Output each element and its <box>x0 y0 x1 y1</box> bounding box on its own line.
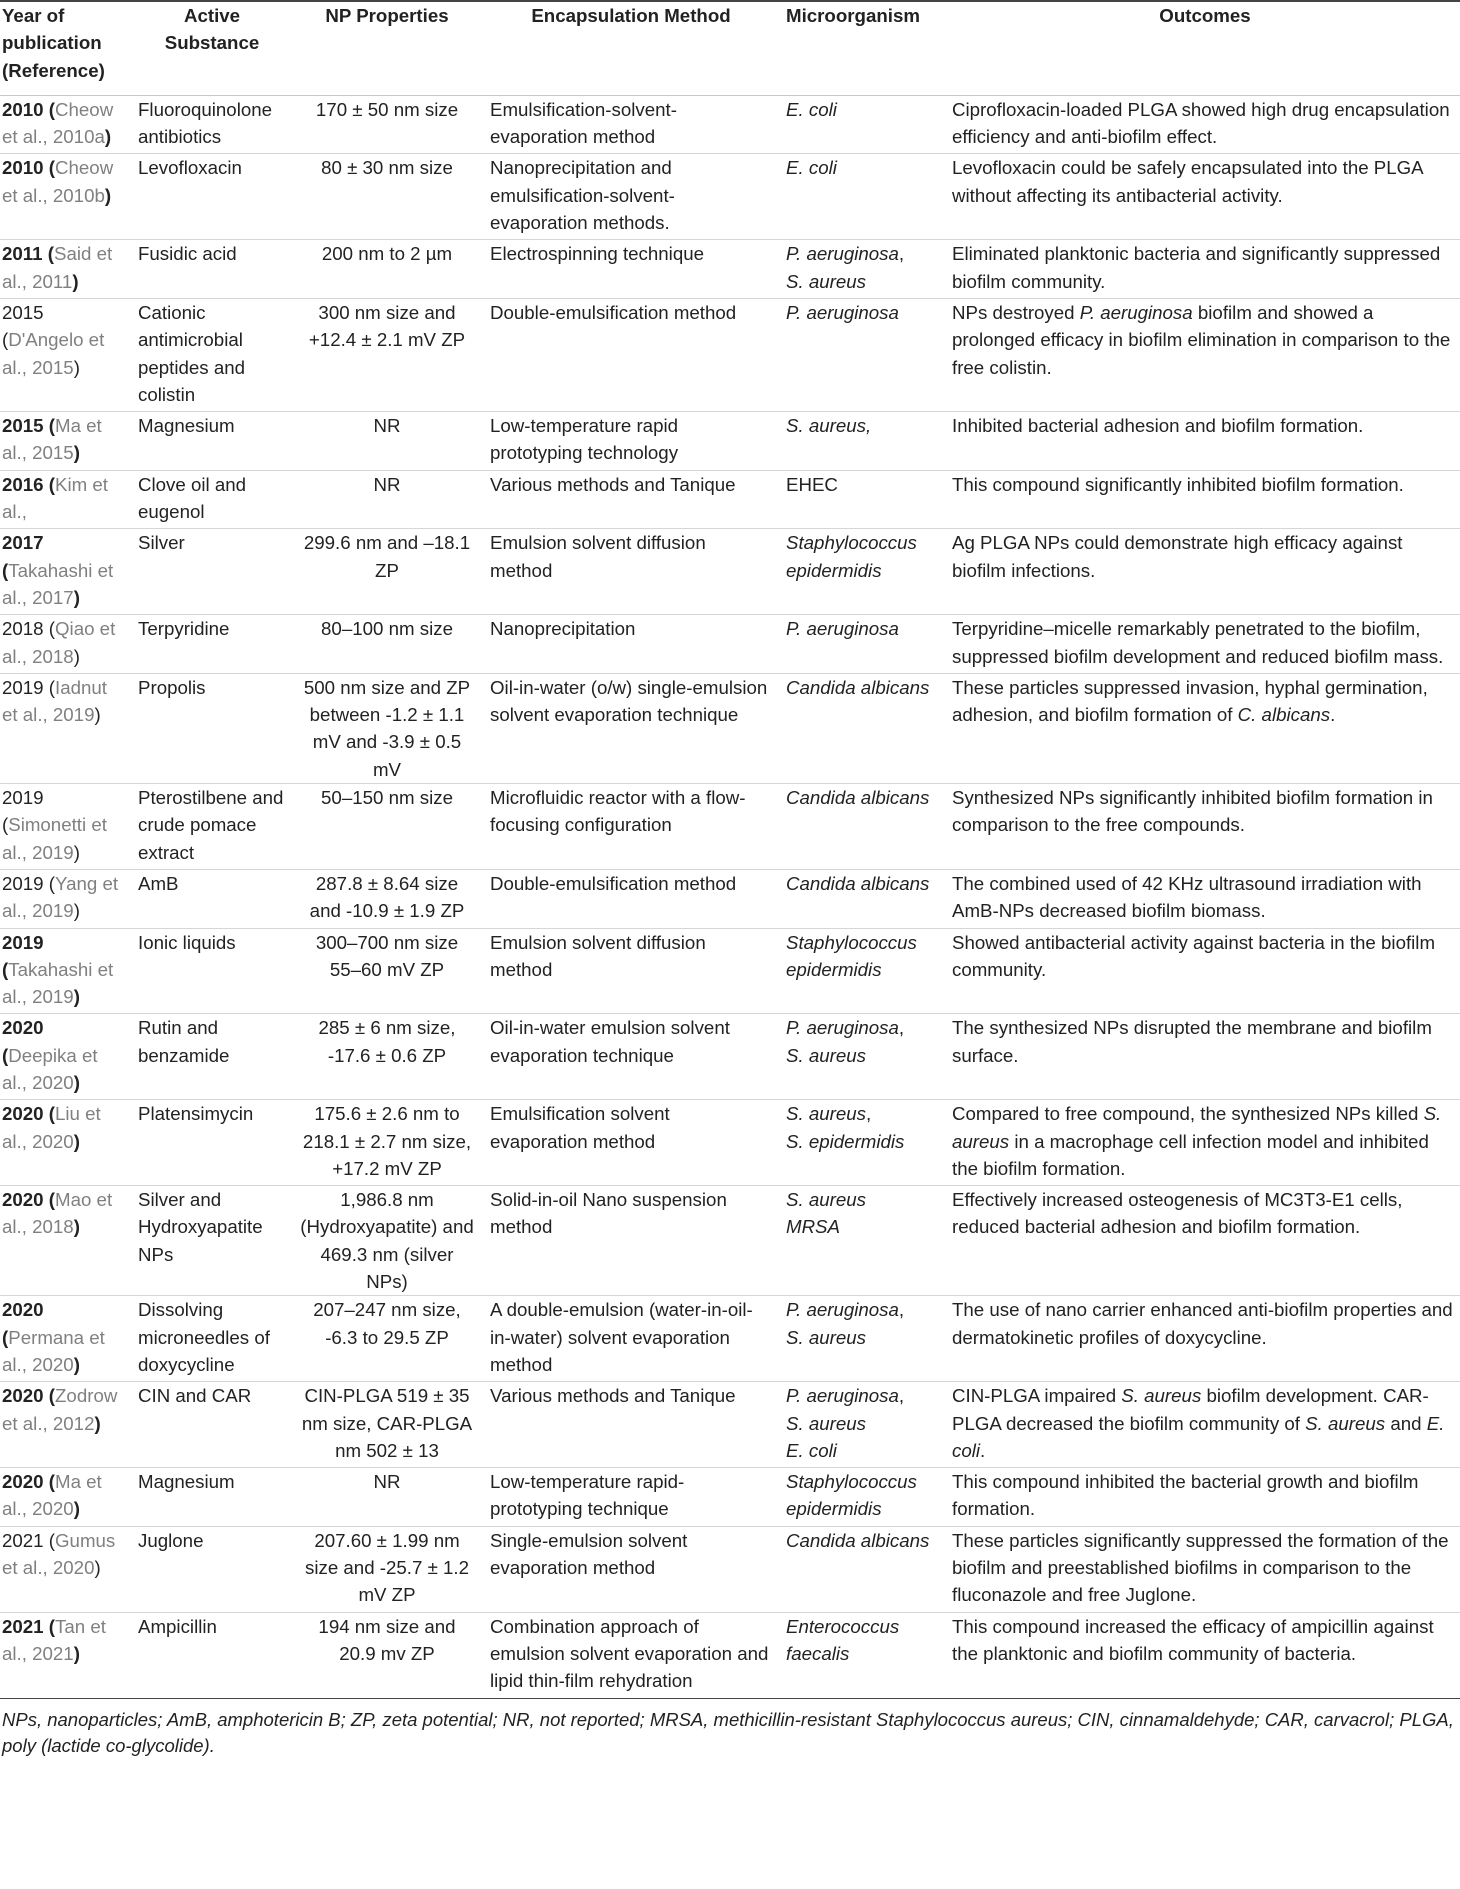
encapsulation-method-cell: Emulsification-solvent-evaporation method <box>490 98 677 148</box>
table-row <box>0 95 1460 154</box>
text-fragment: and <box>1385 1412 1427 1434</box>
encapsulation-method-cell: Oil-in-water emulsion solvent evaporation technique <box>490 1017 730 1066</box>
text-fragment: Eliminated planktonic bacteria and significantly suppressed biofilm community. <box>952 243 1441 292</box>
outcomes-cell <box>946 1296 1460 1382</box>
text-fragment: S. aureus <box>786 270 866 292</box>
text-fragment: . <box>1330 704 1336 726</box>
paren-open: ( <box>2 1326 9 1348</box>
microorganism-cell <box>782 1468 946 1527</box>
paren-open: ( <box>2 958 9 980</box>
paren-open: ( <box>48 98 56 120</box>
publication-year: 2020 <box>2 1103 44 1125</box>
paren-close: ) <box>72 270 79 292</box>
text-fragment: These particles significantly suppressed the formation of the biofilm and preestablished biofilms in comparison to the fluconazole and free Juglone. <box>952 1529 1449 1606</box>
publication-year: 2010 <box>2 157 44 179</box>
microorganism-cell <box>782 615 946 674</box>
reference-link[interactable]: Cheow et al., 2010b <box>2 157 114 206</box>
reference-link[interactable]: Liu et al., 2020 <box>2 1103 101 1152</box>
text-fragment: Ciprofloxacin-loaded PLGA showed high drug encapsulation efficiency and anti-biofilm effect. <box>952 98 1450 148</box>
publication-year: 2019 <box>2 931 44 953</box>
paren-close: ) <box>94 1412 101 1434</box>
paren-open: ( <box>48 1103 56 1125</box>
outcomes-cell <box>946 1468 1460 1527</box>
microorganism-cell <box>782 240 946 299</box>
publication-year: 2017 <box>2 532 44 554</box>
np-properties-cell: 80 ± 30 nm size <box>321 157 453 179</box>
active-substance-cell: Propolis <box>138 676 206 698</box>
text-fragment: S. aureus <box>786 1412 866 1434</box>
text-fragment: Effectively increased osteogenesis of MC3T3-E1 cells, reduced bacterial adhesion and biofilm formation. <box>952 1189 1403 1238</box>
text-fragment: S. aureus <box>786 1189 866 1211</box>
active-substance-cell: Pterostilbene and crude pomace extract <box>138 787 284 863</box>
publication-year: 2020 <box>2 1471 44 1493</box>
text-fragment: S. aureus <box>952 1103 1442 1152</box>
paren-open: ( <box>48 1385 56 1407</box>
text-fragment: P. aeruginosa <box>786 301 899 323</box>
reference-link[interactable]: Zodrow et al., 2012 <box>2 1385 118 1434</box>
text-fragment: Compared to free compound, the synthesized NPs killed <box>952 1103 1424 1125</box>
year-reference-cell <box>0 529 128 615</box>
paren-open: ( <box>48 473 56 495</box>
reference-link[interactable]: Cheow et al., 2010a <box>2 98 114 148</box>
microorganism-cell <box>782 1612 946 1698</box>
paren-close: ) <box>104 184 112 206</box>
outcomes-cell <box>946 240 1460 299</box>
table-row <box>0 298 1460 411</box>
np-properties-cell: NR <box>373 473 401 495</box>
active-substance-cell: Platensimycin <box>138 1103 254 1125</box>
publication-year: 2020 <box>2 1299 44 1321</box>
table-row <box>0 784 1460 870</box>
publication-year: 2015 <box>2 415 44 437</box>
text-fragment: MRSA <box>786 1216 840 1238</box>
paren-open: ( <box>2 814 9 836</box>
publication-year: 2010 <box>2 98 44 120</box>
reference-link[interactable]: Simonetti et al., 2019 <box>2 814 107 863</box>
table-row <box>0 673 1460 783</box>
year-reference-cell <box>0 412 128 471</box>
header-microorganism: Microorganism <box>782 1 946 95</box>
microorganism-cell <box>782 1526 946 1612</box>
reference-link[interactable]: Said et al., 2011 <box>2 243 113 292</box>
paren-open: ( <box>48 676 56 698</box>
microorganism-cell <box>782 1296 946 1382</box>
text-fragment: The synthesized NPs disrupted the membrane and biofilm surface. <box>952 1017 1432 1066</box>
encapsulation-method-cell: Microfluidic reactor with a flow-focusing configuration <box>490 787 746 836</box>
paren-open: ( <box>48 1615 56 1637</box>
table-row <box>0 240 1460 299</box>
outcomes-cell <box>946 869 1460 928</box>
paren-open: ( <box>48 1189 56 1211</box>
table-row <box>0 529 1460 615</box>
paren-open: ( <box>47 243 54 265</box>
microorganism-cell <box>782 784 946 870</box>
table-row <box>0 928 1460 1014</box>
reference-link[interactable]: Qiao et al., 2018 <box>2 618 116 667</box>
paren-close: ) <box>73 1071 80 1093</box>
paren-close: ) <box>73 1498 80 1520</box>
text-fragment: biofilm development. CAR-PLGA decreased the biofilm community of <box>952 1385 1429 1434</box>
text-fragment: S. aureus <box>1121 1385 1202 1407</box>
reference-link[interactable]: D'Angelo et al., 2015 <box>2 329 105 378</box>
np-properties-cell: 500 nm size and ZP between -1.2 ± 1.1 mV and -3.9 ± 0.5 mV <box>303 676 471 780</box>
outcomes-cell <box>946 529 1460 615</box>
header-outcomes: Outcomes <box>946 1 1460 95</box>
microorganism-cell <box>782 1014 946 1100</box>
year-reference-cell <box>0 928 128 1014</box>
text-fragment: P. aeruginosa <box>786 1385 899 1407</box>
table-row <box>0 615 1460 674</box>
reference-link[interactable]: Ma et al., 2015 <box>2 415 102 464</box>
outcomes-cell <box>946 1612 1460 1698</box>
table-row <box>0 1526 1460 1612</box>
active-substance-cell: Magnesium <box>138 415 235 437</box>
text-fragment: Candida albicans <box>786 872 930 894</box>
table-row <box>0 412 1460 471</box>
reference-link[interactable]: Mao et al., 2018 <box>2 1189 113 1238</box>
text-fragment: Staphylococcus epidermidis <box>786 532 917 581</box>
publication-year: 2020 <box>2 1385 44 1407</box>
reference-link[interactable]: Tan et al., 2021 <box>2 1615 106 1664</box>
np-properties-cell: 207–247 nm size, -6.3 to 29.5 ZP <box>313 1299 461 1348</box>
year-reference-cell <box>0 1468 128 1527</box>
active-substance-cell: Dissolving microneedles of doxycycline <box>138 1299 270 1375</box>
active-substance-cell: Clove oil and eugenol <box>138 473 247 523</box>
encapsulation-method-cell: Nanoprecipitation and emulsification-solvent-evaporation methods. <box>490 157 675 234</box>
year-reference-cell <box>0 154 128 240</box>
paren-close: ) <box>94 704 101 726</box>
paren-open: ( <box>2 1044 9 1066</box>
table-row <box>0 1186 1460 1296</box>
reference-link[interactable]: Iadnut et al., 2019 <box>2 676 107 726</box>
paren-open: ( <box>2 329 9 351</box>
text-fragment: The combined used of 42 KHz ultrasound irradiation with AmB-NPs decreased biofilm biomass. <box>952 872 1422 922</box>
encapsulation-method-cell: Double-emulsification method <box>490 872 737 894</box>
text-fragment: , <box>898 1299 905 1321</box>
table-row <box>0 1296 1460 1382</box>
text-fragment: biofilm and showed a prolonged efficacy in biofilm elimination in comparison to the free colistin. <box>952 301 1451 378</box>
paren-close: ) <box>73 841 80 863</box>
header-encapsulation-method: Encapsulation Method <box>482 1 782 95</box>
outcomes-cell <box>946 412 1460 471</box>
header-np-properties: NP Properties <box>292 1 482 95</box>
microorganism-cell <box>782 95 946 154</box>
outcomes-cell <box>946 470 1460 529</box>
reference-link[interactable]: Ma et al., 2020 <box>2 1471 102 1520</box>
microorganism-cell <box>782 1382 946 1468</box>
paren-close: ) <box>94 1557 101 1579</box>
table-row <box>0 869 1460 928</box>
active-substance-cell: Rutin and benzamide <box>138 1017 230 1066</box>
microorganism-cell <box>782 470 946 529</box>
text-fragment: S. aureus <box>786 1326 866 1348</box>
text-fragment: , <box>898 243 905 265</box>
text-fragment: EHEC <box>786 473 838 495</box>
publication-year: 2015 <box>2 301 44 323</box>
active-substance-cell: Cationic antimicrobial peptides and colistin <box>138 301 246 405</box>
text-fragment: Candida albicans <box>786 787 930 809</box>
encapsulation-method-cell: Electrospinning technique <box>490 243 705 265</box>
text-fragment: P. aeruginosa <box>786 618 899 640</box>
np-properties-cell: 285 ± 6 nm size, -17.6 ± 0.6 ZP <box>318 1017 456 1066</box>
np-properties-cell: 175.6 ± 2.6 nm to 218.1 ± 2.7 nm size, +17.2 mV ZP <box>302 1103 472 1179</box>
publication-year: 2019 <box>2 872 44 894</box>
paren-open: ( <box>48 157 56 179</box>
publication-year: 2021 <box>2 1615 44 1637</box>
active-substance-cell: Ampicillin <box>138 1615 217 1637</box>
text-fragment: , <box>898 1017 905 1039</box>
encapsulation-method-cell: Various methods and Tanique <box>490 1385 736 1407</box>
active-substance-cell: Ionic liquids <box>138 931 236 953</box>
text-fragment: , <box>866 1103 872 1125</box>
outcomes-cell <box>946 1186 1460 1296</box>
text-fragment: S. aureus <box>786 415 866 437</box>
active-substance-cell: AmB <box>138 872 179 894</box>
text-fragment: E. coli <box>786 157 837 179</box>
np-properties-cell: CIN-PLGA 519 ± 35 nm size, CAR-PLGA nm 502 ± 13 <box>301 1385 473 1461</box>
encapsulation-method-cell: Low-temperature rapid-prototyping technique <box>490 1471 685 1520</box>
table-row <box>0 1382 1460 1468</box>
text-fragment: This compound increased the efficacy of ampicillin against the planktonic and biofilm community of bacteria. <box>952 1615 1434 1664</box>
year-reference-cell <box>0 240 128 299</box>
encapsulation-method-cell: A double-emulsion (water-in-oil-in-water) solvent evaporation method <box>490 1299 753 1375</box>
publication-year: 2020 <box>2 1017 44 1039</box>
outcomes-cell <box>946 95 1460 154</box>
microorganism-cell <box>782 673 946 783</box>
encapsulation-method-cell: Oil-in-water (o/w) single-emulsion solvent evaporation technique <box>490 676 768 726</box>
paren-close: ) <box>73 1216 80 1238</box>
year-reference-cell <box>0 784 128 870</box>
np-properties-cell: 80–100 nm size <box>321 618 453 640</box>
paren-open: ( <box>48 872 56 894</box>
text-fragment: , <box>898 1385 905 1407</box>
text-fragment: E. coli <box>786 98 837 120</box>
paren-close: ) <box>104 126 112 148</box>
microorganism-cell <box>782 298 946 411</box>
active-substance-cell: Silver and Hydroxyapatite NPs <box>138 1189 263 1265</box>
text-fragment: Ag PLGA NPs could demonstrate high efficacy against biofilm infections. <box>952 532 1403 581</box>
outcomes-cell <box>946 784 1460 870</box>
paren-open: ( <box>48 1471 56 1493</box>
microorganism-cell <box>782 1186 946 1296</box>
np-properties-cell: NR <box>373 1471 401 1493</box>
np-properties-cell: 300 nm size and +12.4 ± 2.1 mV ZP <box>308 301 466 351</box>
outcomes-cell <box>946 615 1460 674</box>
text-fragment: P. aeruginosa <box>786 1017 899 1039</box>
publication-year: 2018 <box>2 618 44 640</box>
outcomes-cell <box>946 298 1460 411</box>
year-reference-cell <box>0 1014 128 1100</box>
text-fragment: Inhibited bacterial adhesion and biofilm formation. <box>952 415 1364 437</box>
year-reference-cell <box>0 673 128 783</box>
np-properties-cell: 194 nm size and 20.9 mv ZP <box>318 1615 456 1664</box>
table-body <box>0 95 1460 1698</box>
text-fragment: in a macrophage cell infection model and inhibited the biofilm formation. <box>952 1130 1429 1179</box>
year-reference-cell <box>0 615 128 674</box>
table-footnote: NPs, nanoparticles; AmB, amphotericin B; ZP, zeta potential; NR, not reported; MRSA, methicillin-resistant Staphylococcus aureus; CIN, cinnamaldehyde; CAR, carvacrol; PLGA, poly (lactide co-glycolide). <box>2 1708 1454 1756</box>
text-fragment: This compound significantly inhibited biofilm formation. <box>952 473 1404 495</box>
text-fragment: This compound inhibited the bacterial growth and biofilm formation. <box>952 1471 1419 1520</box>
year-reference-cell <box>0 298 128 411</box>
year-reference-cell <box>0 869 128 928</box>
np-properties-cell: 1,986.8 nm (Hydroxyapatite) and 469.3 nm (silver NPs) <box>300 1189 474 1293</box>
paren-close: ) <box>73 442 80 464</box>
active-substance-cell: CIN and CAR <box>138 1385 252 1407</box>
microorganism-cell <box>782 1100 946 1186</box>
paren-close: ) <box>73 1353 80 1375</box>
text-fragment: E. coli <box>952 1412 1445 1461</box>
year-reference-cell <box>0 1100 128 1186</box>
np-properties-cell: 200 nm to 2 µm <box>321 243 453 265</box>
np-properties-cell: 287.8 ± 8.64 size and -10.9 ± 1.9 ZP <box>309 872 465 922</box>
text-fragment: C. albicans <box>1237 704 1331 726</box>
microorganism-cell <box>782 529 946 615</box>
outcomes-cell <box>946 1100 1460 1186</box>
reference-link[interactable]: Permana et al., 2020 <box>2 1326 105 1375</box>
microorganism-cell <box>782 154 946 240</box>
text-fragment: S. aureus <box>1305 1412 1386 1434</box>
paren-close: ) <box>73 900 80 922</box>
paren-close: ) <box>73 645 80 667</box>
text-fragment: P. aeruginosa <box>786 243 899 265</box>
text-fragment: Showed antibacterial activity against bacteria in the biofilm community. <box>952 931 1436 980</box>
encapsulation-method-cell: Combination approach of emulsion solvent evaporation and lipid thin-film rehydration <box>490 1615 769 1692</box>
active-substance-cell: Juglone <box>138 1529 204 1551</box>
paren-open: ( <box>48 618 56 640</box>
year-reference-cell <box>0 95 128 154</box>
text-fragment: S. aureus <box>786 1103 866 1125</box>
year-reference-cell <box>0 1296 128 1382</box>
text-fragment: P. aeruginosa <box>1079 301 1193 323</box>
publication-year: 2020 <box>2 1189 44 1211</box>
text-fragment: E. coli <box>786 1439 837 1461</box>
encapsulation-method-cell: Various methods and Tanique <box>490 473 736 495</box>
active-substance-cell: Fusidic acid <box>138 243 237 265</box>
publication-year: 2011 <box>2 243 43 265</box>
np-properties-cell: 300–700 nm size 55–60 mV ZP <box>315 931 459 980</box>
text-fragment: Candida albicans <box>786 1529 930 1551</box>
np-properties-cell: 207.60 ± 1.99 nm size and -25.7 ± 1.2 mV ZP <box>304 1529 469 1606</box>
np-properties-cell: NR <box>373 415 401 437</box>
encapsulation-method-cell: Emulsion solvent diffusion method <box>490 931 706 980</box>
paren-close: ) <box>73 356 80 378</box>
paren-close: ) <box>73 986 80 1008</box>
table-row <box>0 154 1460 240</box>
text-fragment: Terpyridine–micelle remarkably penetrated to the biofilm, suppressed biofilm development and reduced biofilm mass. <box>952 618 1444 667</box>
text-fragment: Enterococcus faecalis <box>786 1615 900 1664</box>
year-reference-cell <box>0 1186 128 1296</box>
paren-close: ) <box>73 1130 80 1152</box>
text-fragment: Staphylococcus epidermidis <box>786 931 917 980</box>
active-substance-cell: Silver <box>138 532 185 554</box>
paren-close: ) <box>73 586 80 608</box>
text-fragment: CIN-PLGA impaired <box>952 1385 1122 1407</box>
microorganism-cell <box>782 412 946 471</box>
text-fragment: , <box>866 415 872 437</box>
reference-link[interactable]: Gumus et al., 2020 <box>2 1529 116 1579</box>
active-substance-cell: Fluoroquinolone antibiotics <box>138 98 273 148</box>
text-fragment: Staphylococcus epidermidis <box>786 1471 917 1520</box>
np-properties-cell: 50–150 nm size <box>321 787 453 809</box>
text-fragment: S. aureus <box>786 1044 866 1066</box>
outcomes-cell <box>946 1014 1460 1100</box>
encapsulation-method-cell: Emulsion solvent diffusion method <box>490 532 706 581</box>
encapsulation-method-cell: Double-emulsification method <box>490 301 737 323</box>
reference-link[interactable]: Kim et al., <box>2 473 108 523</box>
encapsulation-method-cell: Single-emulsion solvent evaporation method <box>490 1529 688 1579</box>
reference-link[interactable]: Takahashi et al., 2017 <box>2 559 114 608</box>
reference-link[interactable]: Takahashi et al., 2019 <box>2 958 114 1008</box>
table-row <box>0 1014 1460 1100</box>
encapsulation-method-cell: Solid-in-oil Nano suspension method <box>490 1189 727 1238</box>
text-fragment: P. aeruginosa <box>786 1299 899 1321</box>
paren-open: ( <box>2 559 9 581</box>
text-fragment: NPs destroyed <box>952 301 1080 323</box>
text-fragment: . <box>980 1439 986 1461</box>
microorganism-cell <box>782 928 946 1014</box>
header-year: Year of publication (Reference) <box>0 1 128 95</box>
publication-year: 2019 <box>2 787 44 809</box>
encapsulation-method-cell: Nanoprecipitation <box>490 618 636 640</box>
publication-year: 2021 <box>2 1529 44 1551</box>
paren-open: ( <box>48 1529 56 1551</box>
np-properties-cell: 299.6 nm and –18.1 ZP <box>303 532 471 581</box>
outcomes-cell <box>946 928 1460 1014</box>
paren-open: ( <box>48 415 56 437</box>
outcomes-cell <box>946 154 1460 240</box>
year-reference-cell <box>0 1382 128 1468</box>
text-fragment: Candida albicans <box>786 676 930 698</box>
year-reference-cell <box>0 1612 128 1698</box>
year-reference-cell <box>0 1526 128 1612</box>
outcomes-cell <box>946 1526 1460 1612</box>
text-fragment: The use of nano carrier enhanced anti-biofilm properties and dermatokinetic profiles of doxycycline. <box>952 1299 1453 1348</box>
text-fragment: S. epidermidis <box>786 1130 905 1152</box>
reference-link[interactable]: Deepika et al., 2020 <box>2 1044 98 1093</box>
publication-year: 2016 <box>2 473 44 495</box>
microorganism-cell <box>782 869 946 928</box>
paren-close: ) <box>73 1642 80 1664</box>
text-fragment: Synthesized NPs significantly inhibited biofilm formation in comparison to the free compounds. <box>952 787 1433 836</box>
table-row <box>0 1100 1460 1186</box>
encapsulation-method-cell: Emulsification solvent evaporation method <box>490 1103 670 1152</box>
active-substance-cell: Levofloxacin <box>138 157 242 179</box>
active-substance-cell: Terpyridine <box>138 618 230 640</box>
text-fragment: These particles suppressed invasion, hyphal germination, adhesion, and biofilm formation of <box>952 676 1428 726</box>
year-reference-cell <box>0 470 128 529</box>
outcomes-cell <box>946 1382 1460 1468</box>
reference-link[interactable]: Yang et al., 2019 <box>2 872 119 922</box>
table-header-row <box>0 1 1460 95</box>
encapsulation-method-cell: Low-temperature rapid prototyping technology <box>490 415 679 464</box>
active-substance-cell: Magnesium <box>138 1471 235 1493</box>
outcomes-cell <box>946 673 1460 783</box>
np-properties-cell: 170 ± 50 nm size <box>315 98 459 120</box>
table-row <box>0 470 1460 529</box>
table-row <box>0 1612 1460 1698</box>
table-row <box>0 1468 1460 1527</box>
publication-year: 2019 <box>2 676 44 698</box>
text-fragment: Levofloxacin could be safely encapsulated into the PLGA without affecting its antibacterial activity. <box>952 157 1423 206</box>
header-active-substance: Active Substance <box>128 1 292 95</box>
